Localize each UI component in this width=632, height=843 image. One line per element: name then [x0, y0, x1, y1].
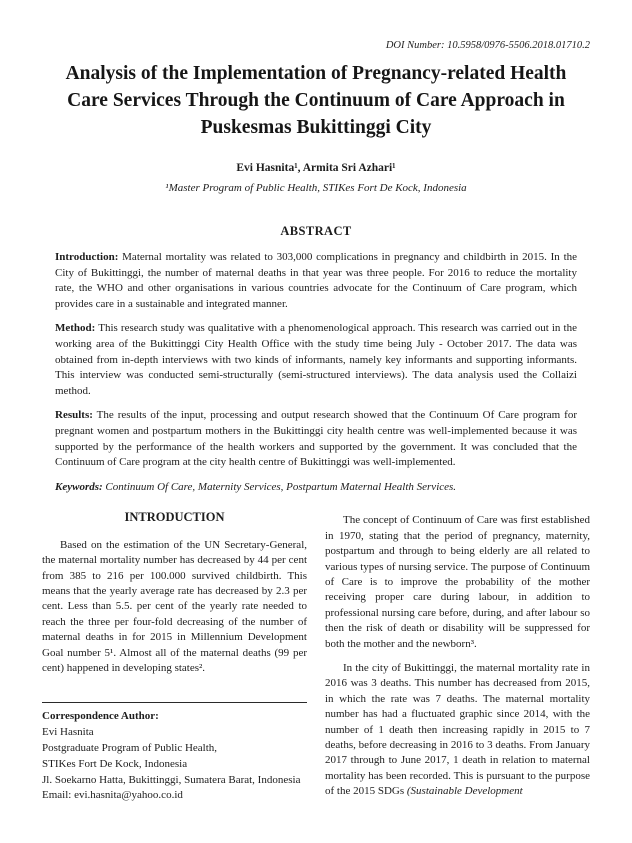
correspondence-name: Evi Hasnita — [42, 726, 94, 739]
two-column-body — [42, 510, 590, 804]
keywords-label: Keywords: — [55, 480, 103, 493]
abstract-heading: ABSTRACT — [280, 224, 352, 238]
introduction-paragraph-2: The concept of Continuum of Care was first established in 1970, stating that the period of pregnancy, maternity, postpartum and through to being elderly are all related to various types of nursing service. The purpose of Continuum of Care is to improve the probability of the mother receiving proper care during labour, in addition to professional nursing care before, during, and after labour so then the risk of death or disability will be suppressed for both the mother and the newborn³. — [325, 514, 590, 650]
abstract-paragraph-method — [55, 321, 577, 399]
abstract-paragraph-results — [55, 408, 577, 470]
introduction-heading: INTRODUCTION — [124, 510, 225, 525]
abstract-introduction-text: Maternal mortality was related to 303,000 complications in pregnancy and childbirth in 2015. In the City of Bukittinggi, the number of maternal deaths in that year was three people. For 2016 to reduce the mortality rate, the WHO and other organisations in various countries advocate for the Continuum of Care program, which provides care in a sustainable and integrated manner. — [55, 251, 578, 310]
left-column — [42, 510, 307, 804]
abstract-introduction-label: Introduction: — [55, 251, 119, 263]
correspondence-institution: STIKes Fort De Kock, Indonesia — [42, 757, 188, 770]
abstract-results-label: Results: — [55, 409, 93, 422]
keywords-text: Continuum Of Care, Maternity Services, Postpartum Maternal Health Services. — [102, 480, 457, 493]
introduction-paragraph-3-text: In the city of Bukittinggi, the maternal mortality rate in 2016 was 3 deaths. This number has decreased from 2015, in which the rate was 7 deaths. The maternal mortality number has had a fluctuated graphic since 2014, with the number of 1 death then increasing rapidly in 2015 to 7 deaths, before decreasing in 2016 to 3 deaths. From January 2017 through to June 2017, 1 death in relation to maternal mortality has been recorded. This is pursuant to the purpose of the 2015 SDGs — [325, 661, 590, 798]
abstract-results-text: The results of the input, processing and output research showed that the Continuum Of Care program for pregnant women and postpartum mothers in the Bukittinggi city health centre was well-implemented because it was supported by the performance of the health workers and supported by the government. It was concluded that the Continuum of Care program at the city health centre of Bukittinggi was well-implemented. — [55, 409, 577, 469]
correspondence-block — [42, 702, 307, 804]
doi-number: DOI Number: 10.5958/0976-5506.2018.01710.2 — [385, 40, 590, 51]
correspondence-label: Correspondence Author: — [42, 710, 159, 723]
keywords-line — [55, 480, 577, 496]
introduction-paragraph-3-italic: (Sustainable Development — [406, 785, 523, 798]
affiliation-line: ¹Master Program of Public Health, STIKes Fort De Kock, Indonesia — [165, 182, 467, 194]
abstract-section — [55, 250, 577, 495]
introduction-paragraph-1: Based on the estimation of the UN Secretary-General, the maternal mortality number has decreased by 44 per cent from 385 to 216 per 100.000 survived childbirth. This means that the yearly average rate has decreased by 2.3 per cent. Less than 5.5. per cent of the yearly rate needed to reach the three per four-fold decreasing of the number of maternal deaths in for 2015 in Millennium Development Goal number 5¹. Almost all of the maternal deaths (99 per cent) happened in developing states². — [42, 538, 307, 674]
paper-title: Analysis of the Implementation of Pregnancy-related Health Care Services Through the Continuum of Care Approach in Puskesmas Bukittinggi City — [65, 63, 567, 138]
correspondence-email: Email: evi.hasnita@yahoo.co.id — [42, 789, 183, 802]
correspondence-address: Jl. Soekarno Hatta, Bukittinggi, Sumatera Barat, Indonesia — [42, 773, 301, 786]
abstract-method-text: This research study was qualitative with a phenomenological approach. This research was carried out in the working area of the Bukittinggi City Health Office with the study time being July - October 2017. The data was obtained from in-depth interviews with two kinds of informants, namely key informants and supporting informants. This interview was conducted semi-structurally (semi-structured interviews). The data analysis used the Collaizi method. — [55, 322, 577, 397]
authors-line: Evi Hasnita¹, Armita Sri Azhari¹ — [236, 162, 396, 174]
introduction-paragraph-3 — [325, 661, 590, 800]
abstract-paragraph-introduction — [55, 250, 577, 312]
correspondence-program: Postgraduate Program of Public Health, — [42, 741, 218, 754]
abstract-method-label: Method: — [55, 322, 96, 335]
right-column — [325, 510, 590, 804]
